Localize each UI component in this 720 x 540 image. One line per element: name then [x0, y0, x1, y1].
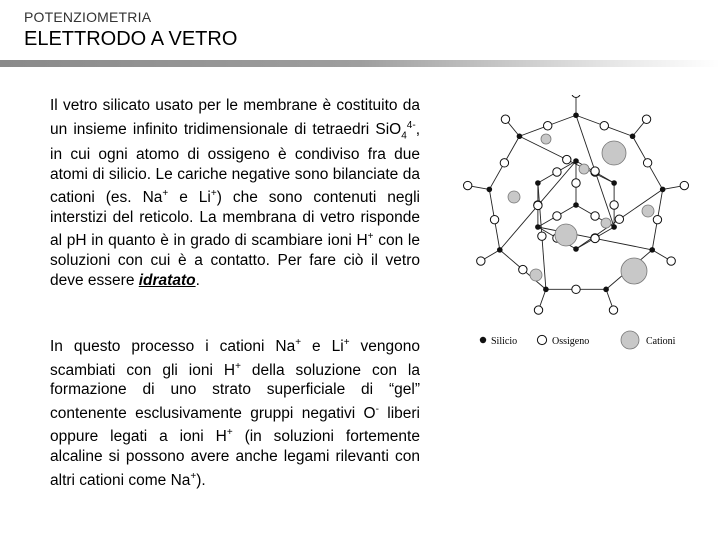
legend-cations-label: Cationi — [646, 336, 676, 347]
cation — [642, 205, 654, 217]
bond-line — [500, 205, 538, 249]
cation — [530, 269, 542, 281]
bond-line — [619, 189, 662, 219]
slide-title: ELETTRODO A VETRO — [24, 28, 238, 50]
silicon-atom — [573, 202, 579, 208]
legend — [480, 331, 676, 349]
legend-cation-marker — [621, 331, 639, 349]
silicon-atom — [535, 224, 541, 230]
cation — [541, 134, 551, 144]
bond-line — [595, 238, 652, 249]
oxygen-atom — [538, 232, 546, 240]
silicon-atom — [611, 224, 617, 230]
oxygen-atom — [643, 159, 651, 167]
paragraph-ion-exchange: In questo processo i cationi Na+ e Li+ vengono scambiati con gli ioni H+ della soluzione con la formazione di uno strato superficiale di “gel” contenente esclusivamente gruppi negativi O- liberi oppure legati a ioni H+ (in soluzioni fortemente alcaline si possono avere anche legami rilevanti con altri cationi come Na+). — [50, 337, 421, 489]
oxygen-atom — [544, 122, 552, 130]
silicon-atom — [573, 158, 579, 164]
oxygen-atom — [563, 155, 571, 163]
silicon-atom — [497, 247, 503, 253]
oxygen-atom — [591, 167, 599, 175]
glass-lattice-figure — [446, 95, 706, 365]
silicon-atom — [573, 112, 579, 118]
lattice-diagram — [446, 95, 706, 365]
oxygen-atom — [500, 159, 508, 167]
silicon-atom — [630, 133, 636, 139]
oxygen-atom — [477, 257, 485, 265]
bond-line — [542, 236, 546, 289]
oxygen-atom — [667, 257, 675, 265]
oxygen-atom — [572, 179, 580, 187]
oxygen-atom — [653, 215, 661, 223]
oxygen-atom — [553, 168, 561, 176]
silicon-atom — [573, 246, 579, 252]
cation — [621, 258, 647, 284]
oxygen-atom — [572, 285, 580, 293]
cation — [555, 224, 577, 246]
section-kicker: POTENZIOMETRIA — [24, 9, 152, 25]
oxygen-atom — [519, 265, 527, 273]
cation — [602, 141, 626, 165]
cation — [508, 191, 520, 203]
oxygen-atom — [572, 95, 580, 97]
legend-oxygen-marker — [537, 335, 546, 344]
oxygen-atom — [553, 212, 561, 220]
silicon-atom — [535, 180, 541, 186]
legend-silicon-label: Silicio — [491, 336, 518, 347]
silicon-atom — [543, 287, 549, 293]
legend-oxygen-label: Ossigeno — [552, 336, 590, 347]
oxygen-atom — [615, 215, 623, 223]
oxygen-atom — [680, 181, 688, 189]
oxygen-atom — [501, 115, 509, 123]
oxygen-atom — [591, 234, 599, 242]
legend-silicon-marker — [480, 337, 486, 343]
oxygen-atom — [610, 201, 618, 209]
oxygen-atom — [609, 306, 617, 314]
oxygen-atom — [642, 115, 650, 123]
silicon-atom — [649, 247, 655, 253]
oxygen-atom — [600, 122, 608, 130]
silicon-atom — [611, 180, 617, 186]
oxygen-atom — [463, 181, 471, 189]
silicon-atom — [603, 287, 609, 293]
oxygen-atom — [490, 215, 498, 223]
oxygen-atom — [591, 212, 599, 220]
silicon-atom — [517, 133, 523, 139]
title-divider — [0, 60, 720, 67]
cation — [601, 218, 611, 228]
cation — [579, 164, 589, 174]
oxygen-atom — [534, 306, 542, 314]
paragraph-glass-structure: Il vetro silicato usato per le membrane è costituito da un insieme infinito tridimensionale di tetraedri SiO$_4^{4-}$, in cui ogni atomo di ossigeno è condiviso fra due atomi di silicio. Le cariche negative sono bilanciate da cationi (es. Na+ e Li+) che sono contenuti negli interstizi del reticolo. La membrana di vetro risponde al pH in quanto è in grado di scambiare ioni H+ con le soluzioni con cui è a contatto. Per fare ciò il vetro deve essere idratato. — [50, 97, 420, 289]
silicon-atom — [660, 187, 666, 193]
oxygen-atom — [534, 201, 542, 209]
silicon-atom — [487, 187, 493, 193]
